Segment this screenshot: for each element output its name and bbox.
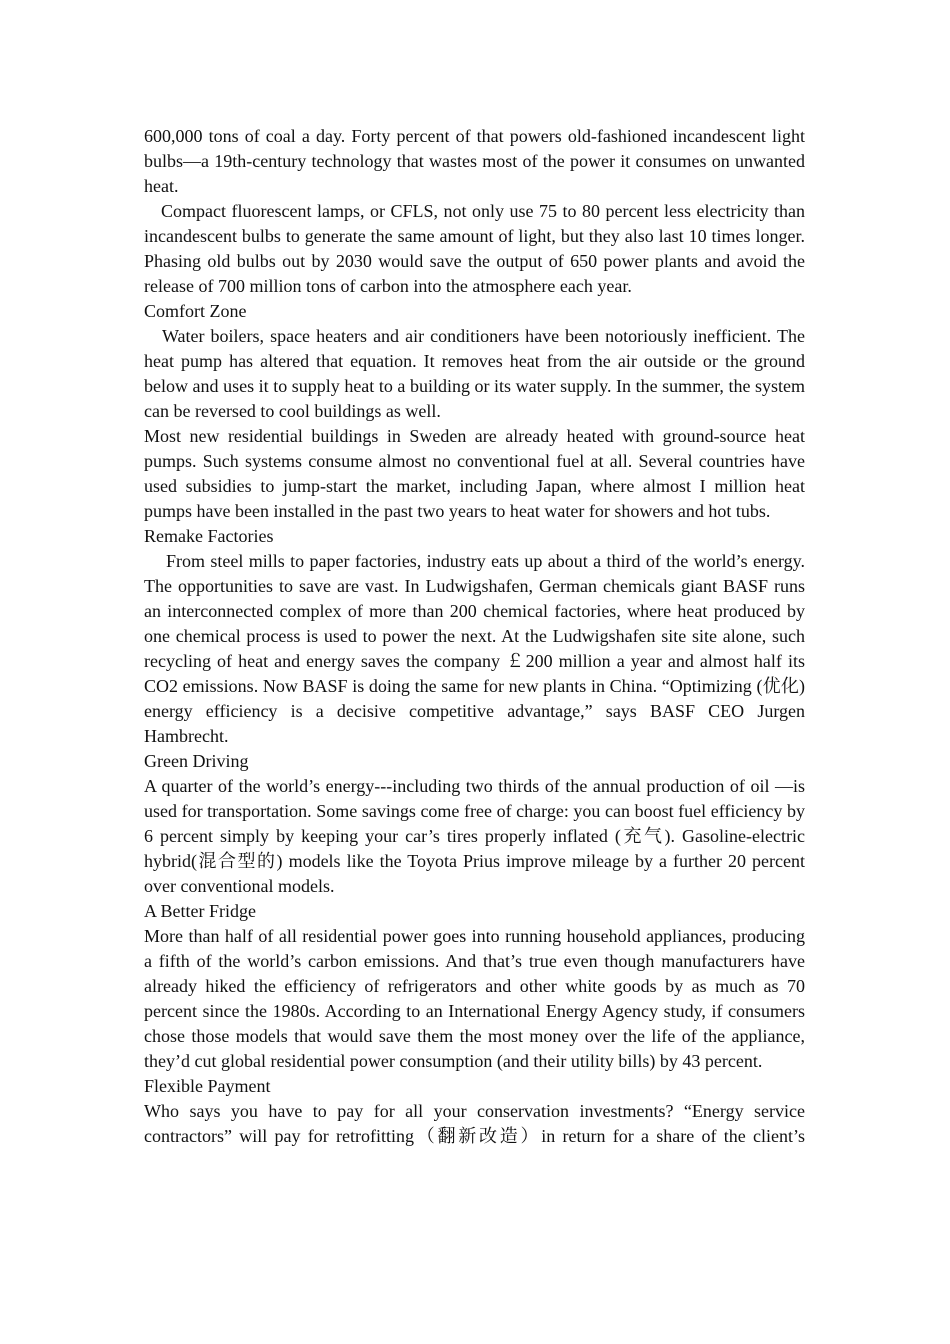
document-page [144,124,805,1149]
paragraph: A quarter of the world’s energy---including two thirds of the annual production of oil —is used for transportation. Some savings come free of charge: you can boost fuel efficiency by 6 percent simply by keeping your car’s tires properly inflated (充气). Gasoline-electric hybrid(混合型的) models like the Toyota Prius improve mileage by a further 20 percent over conventional models. [144,776,805,896]
paragraph: Compact fluorescent lamps, or CFLS, not only use 75 to 80 percent less electricity than incandescent bulbs to generate the same amount of light, but they also last 10 times longer. Phasing old bulbs out by 2030 would save the output of 650 power plants and avoid the release of 700 million tons of carbon into the atmosphere each year. [144,201,805,296]
paragraph: From steel mills to paper factories, industry eats up about a third of the world’s energy. The opportunities to save are vast. In Ludwigshafen, German chemicals giant BASF runs an interconnected complex of more than 200 chemical factories, where heat produced by one chemical process is used to power the next. At the Ludwigshafen site site alone, such recycling of heat and energy saves the company ￡200 million a year and almost half its CO2 emissions. Now BASF is doing the same for new plants in China. “Optimizing (优化) energy efficiency is a decisive competitive advantage,” says BASF CEO Jurgen Hambrecht. [144,551,805,746]
section-heading: A Better Fridge [144,901,256,921]
paragraph: Most new residential buildings in Sweden are already heated with ground-source heat pumps. Such systems consume almost no conventional fuel at all. Several countries have used subsidies to jump-start the market, including Japan, where almost I million heat pumps have been installed in the past two years to heat water for showers and hot tubs. [144,426,805,521]
paragraph: More than half of all residential power goes into running household appliances, producing a fifth of the world’s carbon emissions. And that’s true even though manufacturers have already hiked the efficiency of refrigerators and other white goods by as much as 70 percent since the 1980s. According to an International Energy Agency study, if consumers chose those models that would save them the most money over the life of the appliance, they’d cut global residential power consumption (and their utility bills) by 43 percent. [144,926,805,1071]
section-heading: Remake Factories [144,526,274,546]
section-heading: Green Driving [144,751,249,771]
paragraph: Who says you have to pay for all your conservation investments? “Energy service contractors” will pay for retrofitting（翻新改造）in return for a share of the client’s [144,1101,805,1146]
section-heading: Comfort Zone [144,301,247,321]
section-heading: Flexible Payment [144,1076,271,1096]
paragraph: 600,000 tons of coal a day. Forty percent of that powers old-fashioned incandescent light bulbs—a 19th-century technology that wastes most of the power it consumes on unwanted heat. [144,126,805,196]
paragraph: Water boilers, space heaters and air conditioners have been notoriously inefficient. The heat pump has altered that equation. It removes heat from the air outside or the ground below and uses it to supply heat to a building or its water supply. In the summer, the system can be reversed to cool buildings as well. [144,326,805,421]
